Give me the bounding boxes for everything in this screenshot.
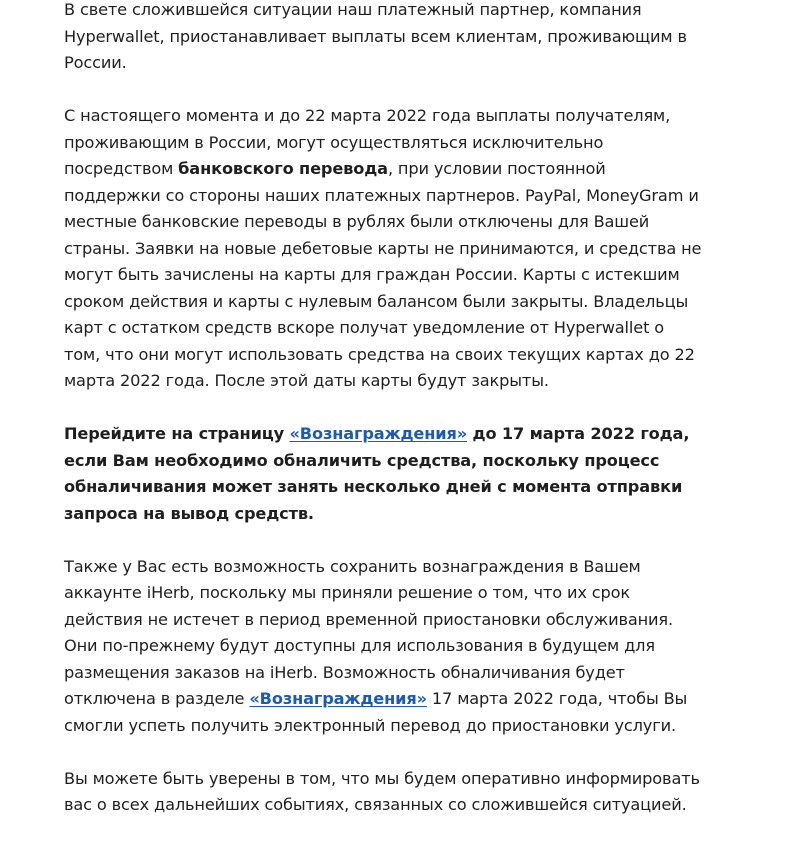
paragraph-text: В свете сложившейся ситуации наш платежный партнер, компания Hyperwallet, приостанавливает выплаты всем клиентам, проживающим в России. xyxy=(64,0,687,72)
paragraph-text: Вы можете быть уверены в том, что мы будем оперативно информировать вас о всех дальнейших событиях, связанных со сложившейся ситуацией. xyxy=(64,768,700,814)
paragraph-keep-rewards xyxy=(64,554,704,740)
article-body xyxy=(64,0,704,845)
deadline-text-end: до 17 марта 2022 года, если Вам необходимо обналичить средства, поскольку процесс обналичивания может занять несколько дней с момента отправки запроса на вывод средств. xyxy=(64,424,690,523)
rewards-page-link[interactable]: «Вознаграждения» xyxy=(289,424,468,443)
paragraph-stay-informed xyxy=(64,766,704,819)
paragraph-text-start: Также у Вас есть возможность сохранить вознаграждения в Вашем аккаунте iHerb, поскольку мы приняли решение о том, что их срок действия не истечет в период временной приостановки обслуживания. Они по-прежнему будут доступны для использования в будущем для размещения заказов на iHerb. Возможность обналичивания будет отключена в разделе xyxy=(64,556,674,708)
bank-transfer-emphasis: банковского перевода xyxy=(178,159,388,178)
paragraph-payout-details xyxy=(64,103,704,395)
paragraph-text-start: С настоящего момента и до 22 марта 2022 года выплаты получателям, проживающим в России, могут осуществляться исключительно посредством xyxy=(64,106,671,178)
paragraph-text-end: , при условии постоянной поддержки со стороны наших платежных партнеров. PayPal, MoneyGram и местные банковские переводы в рублях были отключены для Вашей страны. Заявки на новые дебетовые карты не принимаются, и средства не могут быть зачислены на карты для граждан России. Карты с истекшим сроком действия и карты с нулевым балансом были закрыты. Владельцы карт с остатком средств вскоре получат уведомление от Hyperwallet о том, что они могут использовать средства на своих текущих картах до 22 марта 2022 года. После этой даты карты будут закрыты. xyxy=(64,159,702,390)
deadline-text-start: Перейдите на страницу xyxy=(64,424,290,443)
rewards-section-link[interactable]: «Вознаграждения» xyxy=(249,689,427,708)
paragraph-text-end: 17 марта 2022 года, чтобы Вы смогли успеть получить электронный перевод до приостановки услуги. xyxy=(64,689,688,735)
deadline-notice xyxy=(64,424,689,523)
paragraph-rewards-deadline xyxy=(64,421,704,527)
paragraph-hyperwallet-suspension xyxy=(64,0,704,77)
